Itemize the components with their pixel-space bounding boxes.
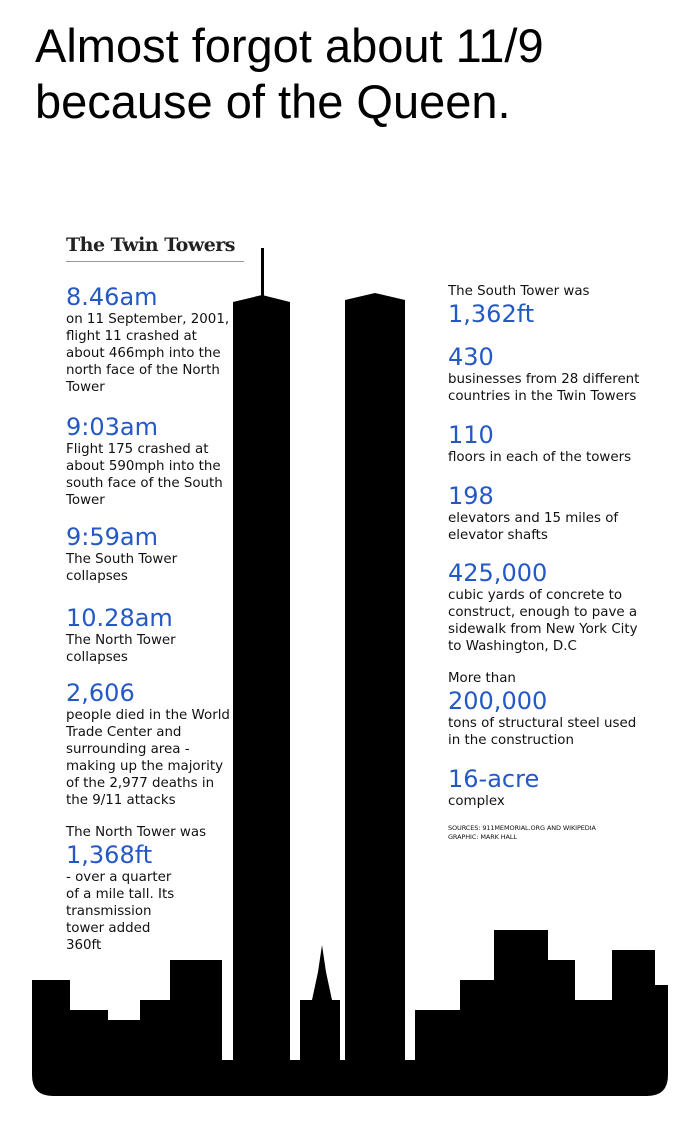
sources-credit — [448, 824, 648, 842]
left-fact-column — [66, 283, 236, 954]
fact-value: 2,606 — [66, 679, 135, 707]
fact-text: complex — [448, 794, 505, 809]
fact-elevators — [448, 482, 648, 544]
fact-value: 16-acre — [448, 765, 540, 793]
fact-text: - over a quarter of a mile tall. Its transmission tower added 360ft — [66, 870, 175, 953]
fact-value: 1,362ft — [448, 300, 535, 328]
north-tower-silhouette — [233, 295, 290, 1060]
fact-text: floors in each of the towers — [448, 450, 632, 465]
fact-text: The South Tower collapses — [66, 552, 178, 584]
north-tower-antenna — [261, 248, 264, 300]
fact-value: 198 — [448, 482, 494, 510]
fact-value: 1,368ft — [66, 841, 153, 869]
fact-first-impact — [66, 283, 236, 396]
meme-caption: Almost forgot about 11/9 because of the Queen. — [35, 19, 544, 128]
fact-south-height — [448, 283, 648, 328]
sources-text: SOURCES: 911MEMORIAL.ORG AND WIKIPEDIA — [448, 824, 596, 832]
fact-value: 10.28am — [66, 604, 173, 632]
fact-concrete — [448, 559, 648, 655]
fact-businesses — [448, 343, 648, 405]
fact-north-collapse — [66, 604, 236, 666]
fact-text: tons of structural steel used in the construction — [448, 716, 637, 748]
fact-pre-text: More than — [448, 671, 516, 686]
fact-value: 110 — [448, 421, 494, 449]
fact-value: 425,000 — [448, 559, 548, 587]
fact-text: The North Tower collapses — [66, 633, 176, 665]
fact-text: Flight 175 crashed at about 590mph into the south face of the South Tower — [66, 442, 223, 508]
fact-text: elevators and 15 miles of elevator shafts — [448, 511, 619, 543]
fact-steel — [448, 670, 648, 749]
fact-second-impact — [66, 413, 236, 509]
fact-deaths — [66, 679, 236, 809]
fact-pre-text: The South Tower was — [448, 284, 590, 299]
fact-text: people died in the World Trade Center and surrounding area - making up the majority of the 2,977 deaths in the 9/11 attacks — [66, 708, 230, 808]
fact-pre-text: The North Tower was — [66, 825, 207, 840]
right-fact-column — [448, 283, 648, 842]
fact-north-height — [66, 824, 236, 954]
fact-complex — [448, 765, 648, 810]
fact-floors — [448, 421, 648, 466]
fact-value: 430 — [448, 343, 494, 371]
fact-text: cubic yards of concrete to construct, enough to pave a sidewalk from New York City to Washington, D.C — [448, 588, 638, 654]
fact-text: on 11 September, 2001, flight 11 crashed at about 466mph into the north face of the North Tower — [66, 312, 230, 395]
fact-value: 9:59am — [66, 523, 158, 551]
infographic-heading: The Twin Towers — [66, 234, 244, 262]
fact-value: 200,000 — [448, 687, 548, 715]
fact-text: businesses from 28 different countries in the Twin Towers — [448, 372, 640, 404]
fact-value: 9:03am — [66, 413, 158, 441]
fact-value: 8.46am — [66, 283, 158, 311]
fact-south-collapse — [66, 523, 236, 585]
south-tower-silhouette — [345, 293, 405, 1060]
graphic-credit-text: GRAPHIC: MARK HALL — [448, 833, 517, 841]
